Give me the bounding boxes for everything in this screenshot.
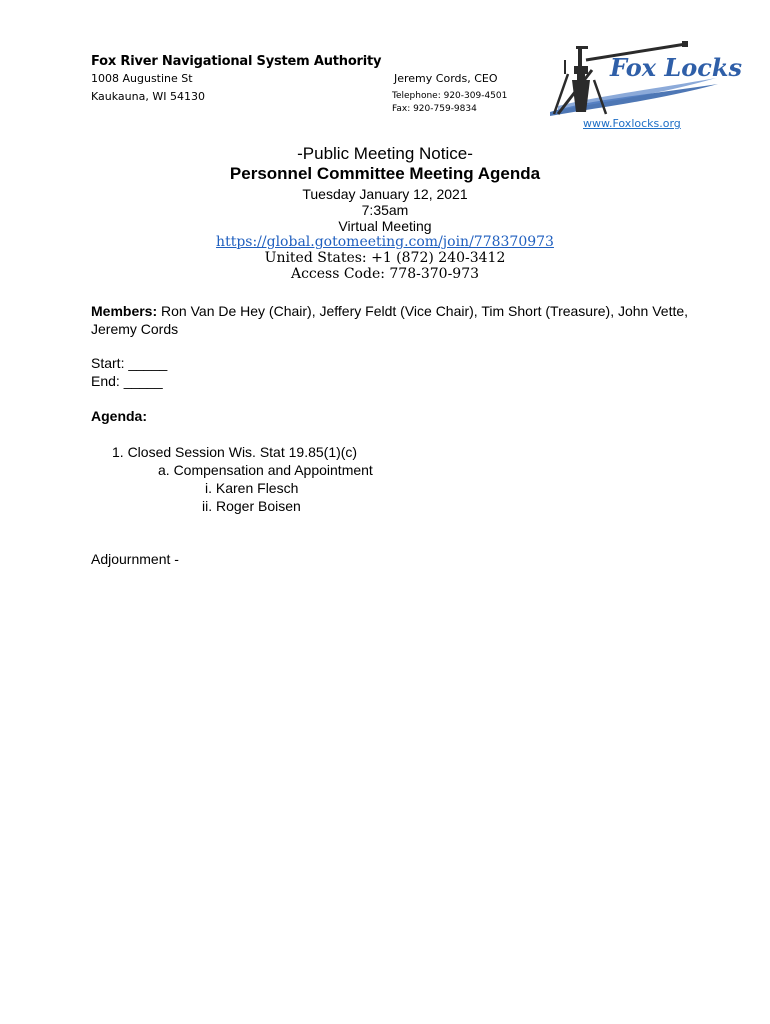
adjournment: Adjournment - [91, 551, 179, 567]
agenda-subitem: a. Compensation and Appointment [158, 462, 373, 478]
address-line-2: Kaukauna, WI 54130 [91, 90, 205, 103]
fox-locks-logo [548, 40, 743, 120]
start-time: Start: _____ [91, 355, 168, 371]
members-label: Members: [91, 303, 158, 319]
dial-in-number: United States: +1 (872) 240-3412 [264, 250, 506, 266]
page-title: Personnel Committee Meeting Agenda [229, 164, 541, 183]
website-link[interactable]: www.Foxlocks.org [583, 117, 681, 130]
agenda-subsubitem: ii. Roger Boisen [202, 498, 301, 514]
agenda-subsubitem: i. Karen Flesch [205, 480, 299, 496]
meeting-date: Tuesday January 12, 2021 [302, 186, 468, 202]
meeting-time: 7:35am [361, 202, 409, 218]
logo-text: Fox Locks [610, 53, 743, 82]
telephone: Telephone: 920-309-4501 [392, 91, 508, 101]
ceo-name: Jeremy Cords, CEO [394, 72, 498, 85]
end-time: End: _____ [91, 373, 163, 389]
fax: Fax: 920-759-9834 [392, 104, 477, 114]
members-names: Ron Van De Hey (Chair), Jeffery Feldt (Vice Chair), Tim Short (Treasure), John Vette, Jeremy Cords [91, 303, 689, 337]
access-code: Access Code: 778-370-973 [290, 266, 480, 282]
org-name: Fox River Navigational System Authority [91, 54, 382, 69]
members-list [91, 302, 691, 338]
address-line-1: 1008 Augustine St [91, 72, 193, 85]
meeting-format: Virtual Meeting [338, 218, 432, 234]
notice-label: -Public Meeting Notice- [297, 144, 473, 163]
agenda-heading: Agenda: [91, 408, 147, 424]
meeting-link[interactable]: https://global.gotomeeting.com/join/778370973 [216, 234, 554, 250]
agenda-item: 1. Closed Session Wis. Stat 19.85(1)(c) [112, 444, 358, 460]
